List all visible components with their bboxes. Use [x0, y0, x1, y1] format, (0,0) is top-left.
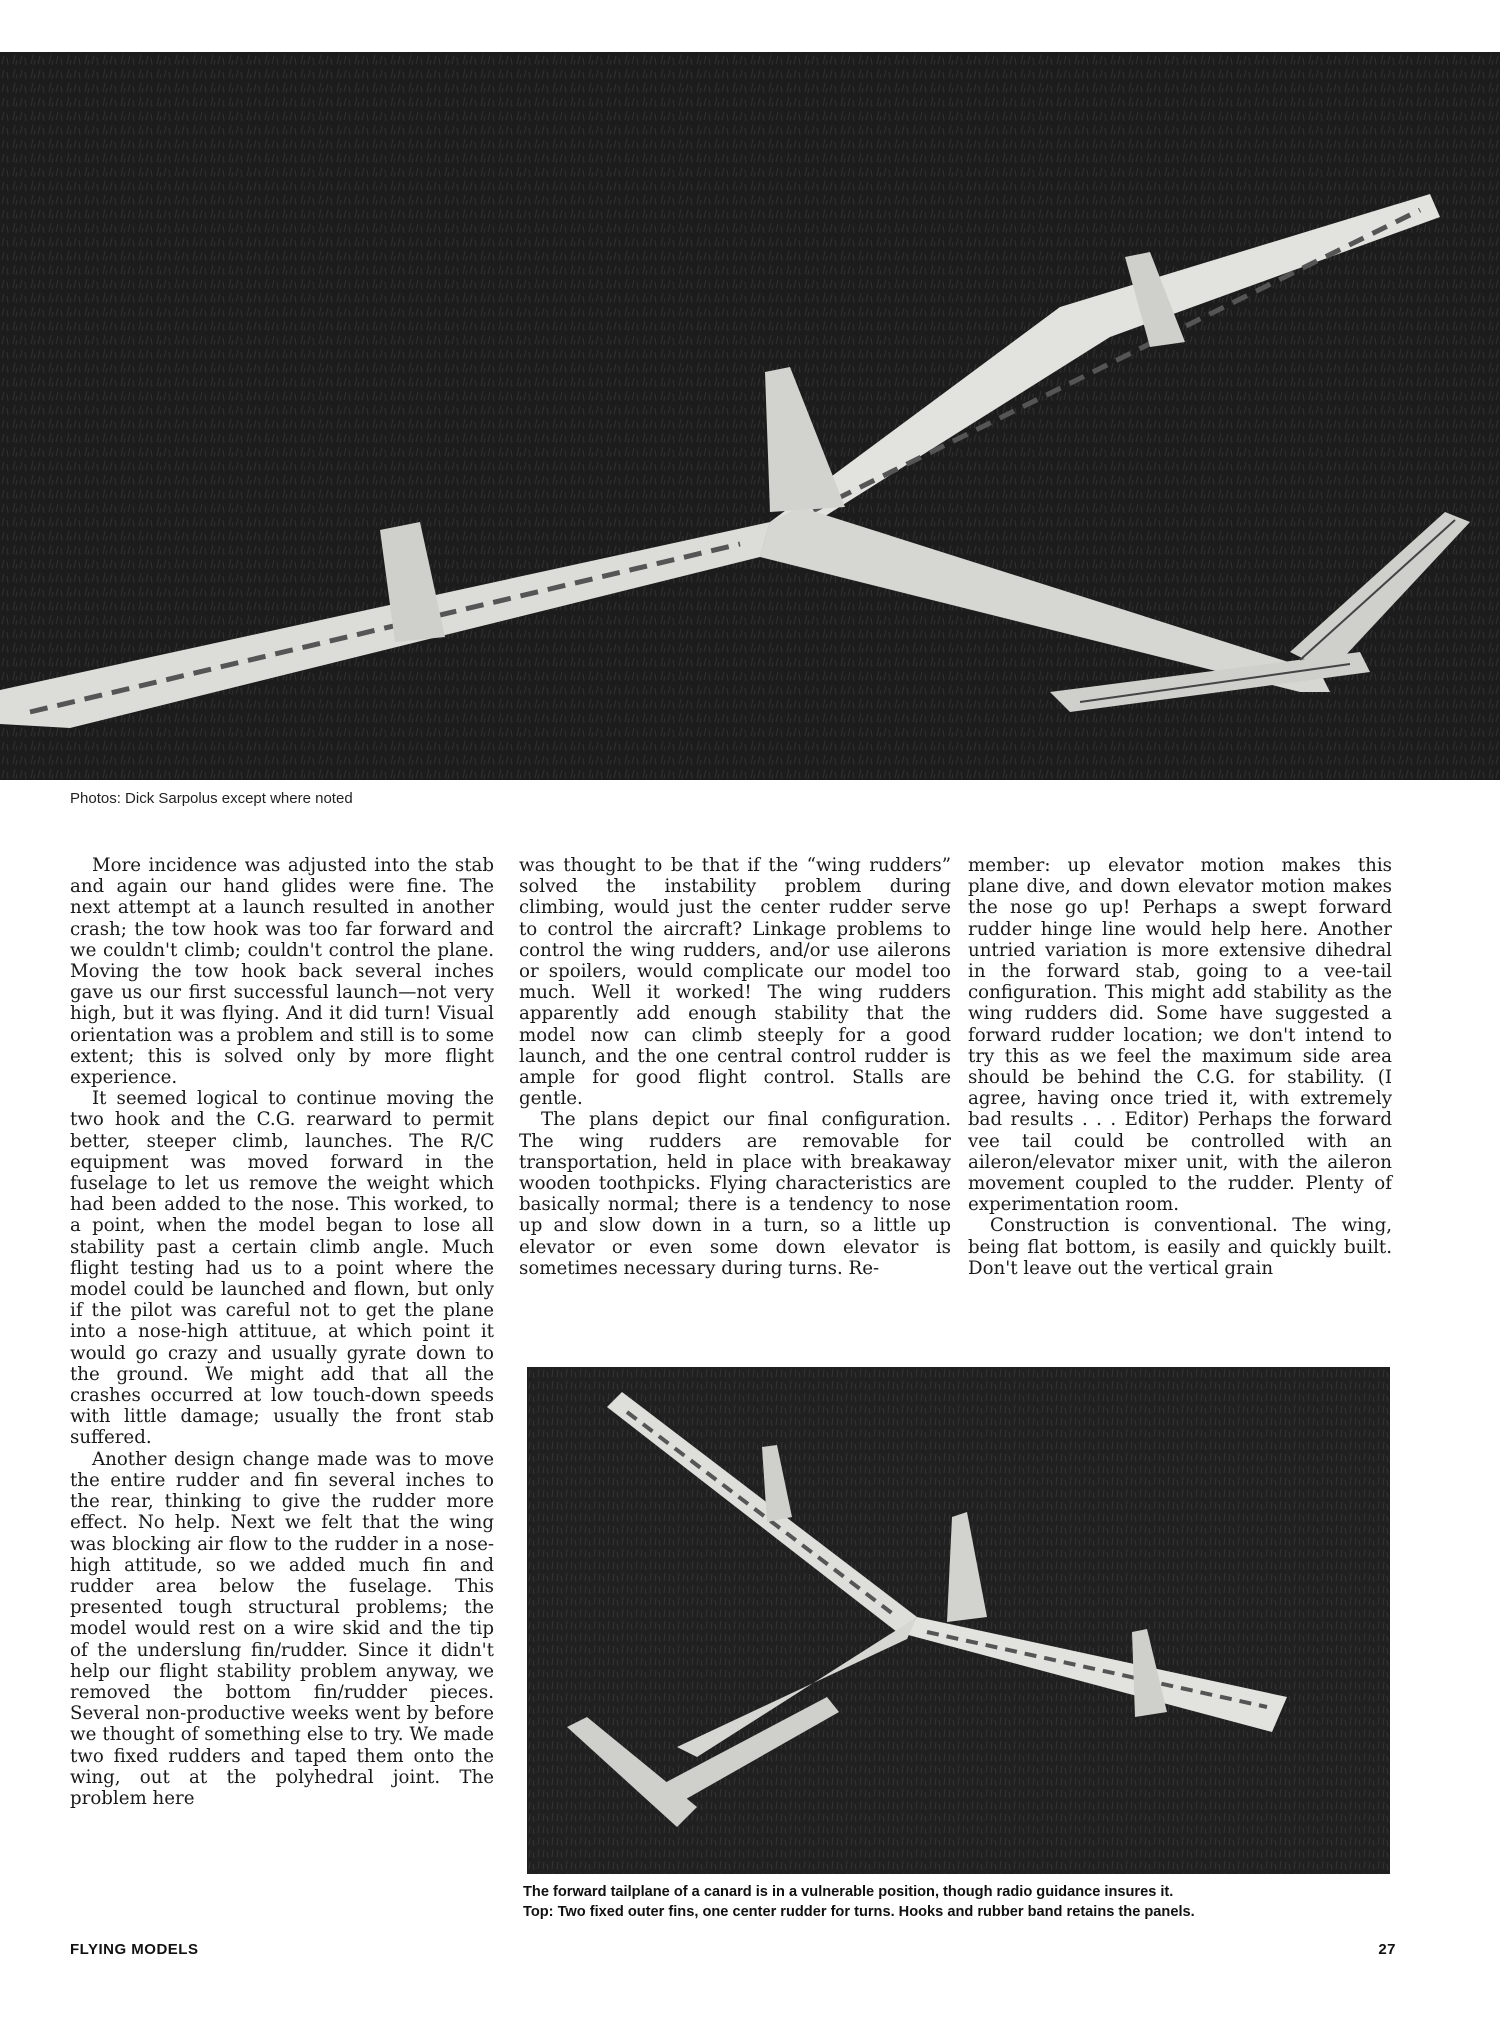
paragraph: It seemed logical to continue moving the two hook and the C.G. rearward to permit better, steeper climb, launches. The R/C equipment was moved forward in the fuselage to let us remove the weight which had been added to the nose. This worked, to a point, when the model began to lose all stability past a certain climb angle. Much flight testing had us to a point where the model could be launched and flown, but only if the pilot was careful not to get the plane into a nose-high attituue, at which point it would go crazy and usually gyrate down to the ground. We might add that all the crashes occurred at low touch-down speeds with little damage; usually the front stab suffered.: [70, 1088, 494, 1449]
paragraph: The plans depict our final configuration. The wing rudders are removable for transportation, held in place with breakaway wooden toothpicks. Flying characteristics are basically normal; there is a tendency to nose up and slow down in a turn, so a little up elevator or even some down elevator is sometimes necessary during turns. Re-: [519, 1109, 951, 1279]
caption-text: Two fixed outer fins, one center rudder for turns. Hooks and rubber band retains the panels.: [553, 1904, 1195, 1920]
article-column-3: [968, 855, 1392, 1279]
caption-line-2: [523, 1902, 1397, 1922]
photo-glider-bottom: [527, 1367, 1390, 1874]
paragraph: member: up elevator motion makes this plane dive, and down elevator motion makes the nose go up! Perhaps a swept forward rudder hinge line would help here. Another untried variation is more extensive dihedral in the forward stab, going to a vee-tail configuration. This might add stability as the wing rudders did. Some have suggested a forward rudder location; we don't intend to try this as we feel the maximum side area should be behind the C.G. for stability. (I agree, having once tried it, with extremely bad results . . . Editor) Perhaps the forward vee tail could be controlled with an aileron/elevator mixer unit, with the aileron movement coupled to the rudder. Plenty of experimentation room.: [968, 855, 1392, 1216]
article-column-1: [70, 855, 494, 1809]
article-column-2: [519, 855, 951, 1279]
paragraph: Construction is conventional. The wing, being flat bottom, is easily and quickly built. Don't leave out the vertical grain: [968, 1215, 1392, 1279]
photo-credit: Photos: Dick Sarpolus except where noted: [70, 790, 353, 807]
page-number: 27: [1378, 1941, 1396, 1958]
photo-caption: [523, 1882, 1397, 1922]
caption-line-1: The forward tailplane of a canard is in a vulnerable position, though radio guidance insures it.: [523, 1884, 1174, 1900]
magazine-name: FLYING MODELS: [70, 1941, 199, 1958]
paragraph: Another design change made was to move the entire rudder and fin several inches to the rear, thinking to give the rudder more effect. No help. Next we felt that the wing was blocking air flow to the rudder in a nose-high attitude, so we added much fin and rudder area below the fuselage. This presented tough structural problems; the model would rest on a wire skid and the tip of the underslung fin/rudder. Since it didn't help our flight stability problem anyway, we removed the bottom fin/rudder pieces. Several non-productive weeks went by before we thought of something else to try. We made two fixed rudders and taped them onto the wing, out at the polyhedral joint. The problem here: [70, 1448, 494, 1809]
paragraph: was thought to be that if the “wing rudders” solved the instability problem during climbing, would just the center rudder serve to control the aircraft? Linkage problems to control the wing rudders, and/or use ailerons or spoilers, would complicate our model too much. Well it worked! The wing rudders apparently add enough stability that the model now can climb steeply for a good launch, and the one central control rudder is ample for good flight control. Stalls are gentle.: [519, 855, 951, 1110]
paragraph: More incidence was adjusted into the stab and again our hand glides were fine. The next attempt at a launch resulted in another crash; the tow hook was too far forward and we couldn't climb; couldn't control the plane. Moving the tow hook back several inches gave us our first successful launch—not very high, but it was flying. And it did turn! Visual orientation was a problem and still is to some extent; this is solved only by more flight experience.: [70, 855, 494, 1089]
caption-lead: Top:: [523, 1904, 554, 1920]
photo-glider-top: [0, 52, 1500, 780]
